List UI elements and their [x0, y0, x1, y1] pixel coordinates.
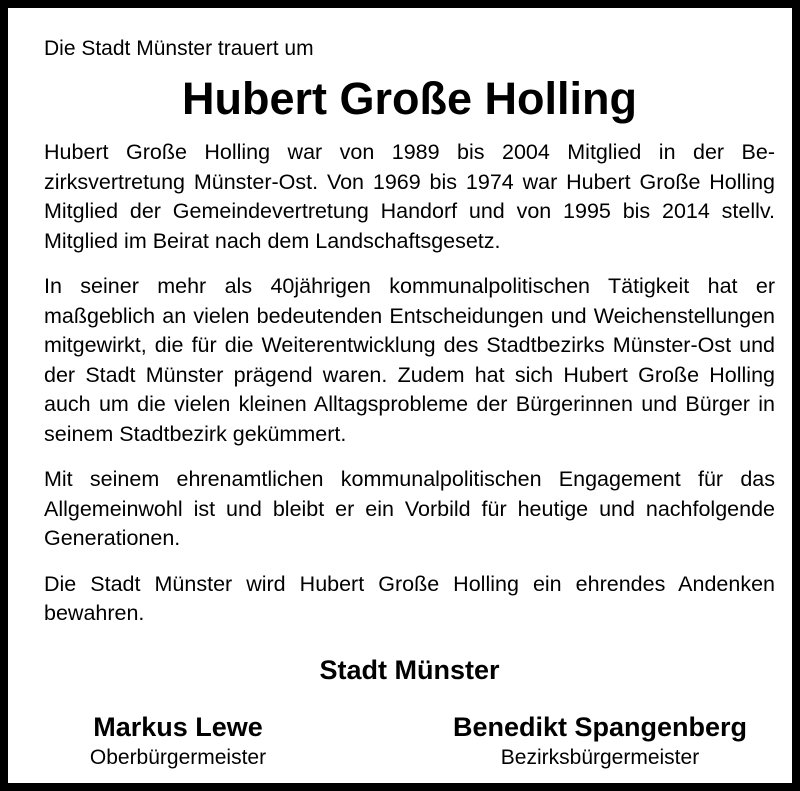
- organization-name: Stadt Münster: [319, 655, 500, 685]
- paragraph-career: Hubert Große Holling war von 1989 bis 2004 Mitglied in der Bezirksvertretung Münster-Ost. Von 1969 bis 1974 war Hubert Große Holling Mitglied der Gemeindevertretung Handorf und von 1995 bis 2014 stellv. Mitglied im Beirat nach dem Landschaftsgesetz.: [44, 140, 775, 253]
- paragraph-achievements: In seiner mehr als 40jährigen kommunalpolitischen Tätigkeit hat er maßgeblich an vielen bedeutenden Entscheidungen und Weichenstellungen mitgewirkt, die für die Weiterentwicklung des Stadtbezirks Münster-Ost und der Stadt Münster prägend waren. Zudem hat sich Hubert Große Holling auch um die vielen kleinen Alltagsprobleme der Bürgerinnen und Bürger in seinem Stadtbezirk gekümmert.: [44, 274, 775, 446]
- intro-line: Die Stadt Münster trauert um: [44, 37, 314, 60]
- signatory-district-mayor: [400, 710, 800, 772]
- signatory-name: Markus Lewe: [93, 712, 263, 742]
- paragraph-remembrance: Die Stadt Münster wird Hubert Große Holling ein ehrendes Andenken bewahren.: [44, 571, 775, 625]
- signatory-mayor: [48, 710, 308, 772]
- signatory-name: Benedikt Spangenberg: [452, 712, 748, 742]
- deceased-name: Hubert Große Holling: [182, 73, 637, 124]
- paragraph-engagement: Mit seinem ehrenamtlichen kommunalpolitischen Engagement für das Allgemeinwohl ist und bleibt er ein Vorbild für heutige und nachfolgende Generationen.: [44, 467, 775, 550]
- signatory-title: Oberbürgermeister: [89, 746, 267, 769]
- obituary-content: [44, 36, 775, 769]
- signatory-title: Bezirksbürgermeister: [500, 746, 700, 769]
